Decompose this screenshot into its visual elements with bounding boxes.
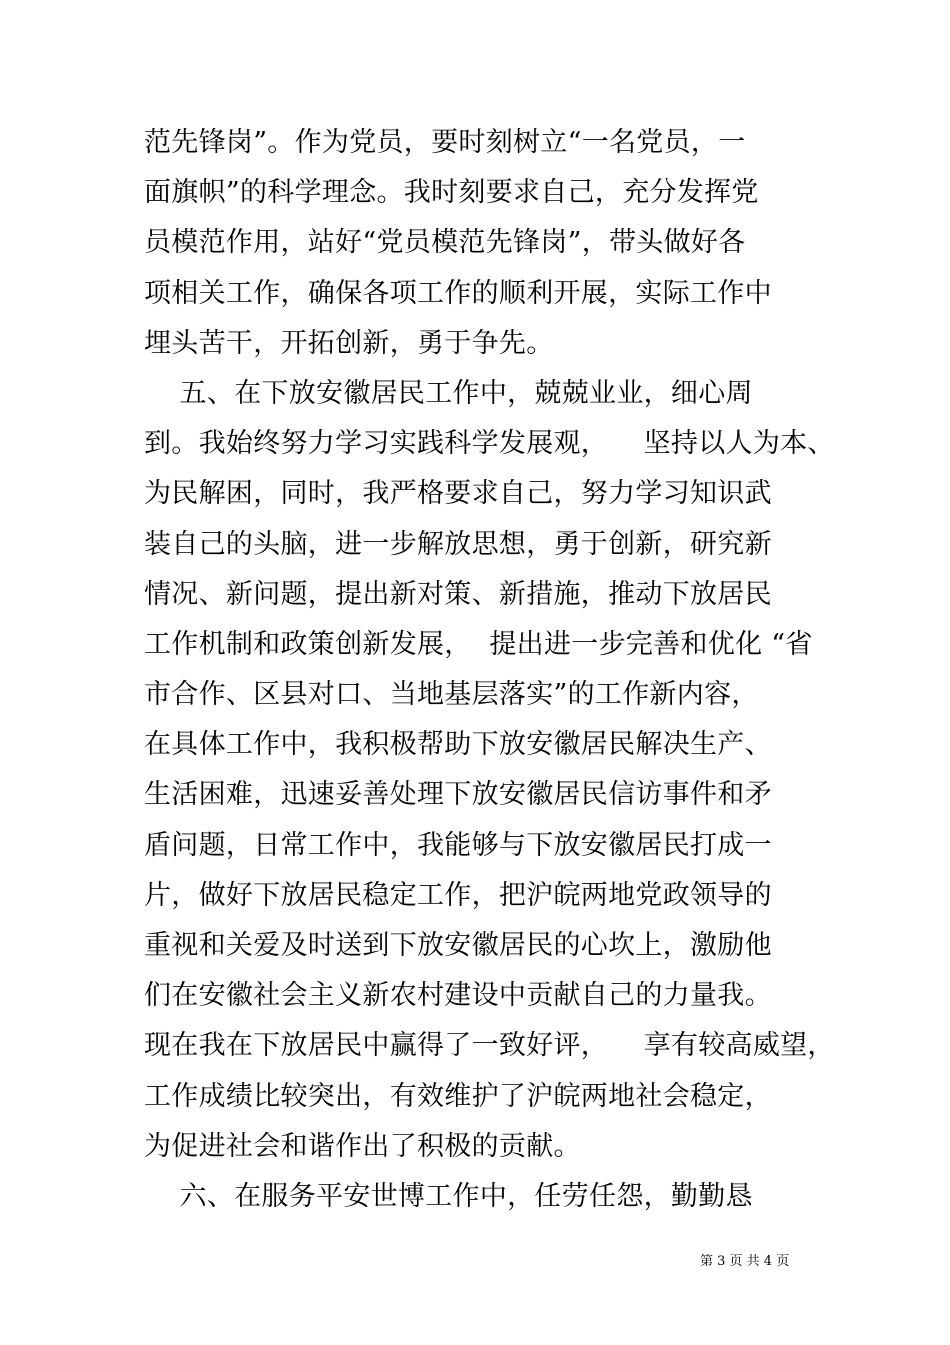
text-line: 盾问题，日常工作中，我能够与下放安徽居民打成一 [144, 829, 772, 861]
text-line: 现在我在下放居民中赢得了一致好评， 享有较高威望， [144, 1030, 835, 1062]
page-number: 第 3 页 共 4 页 [700, 1254, 790, 1269]
text-line: 为民解困，同时，我严格要求自己，努力学习知识武 [144, 478, 772, 510]
text-line: 埋头苦干，开拓创新，勇于争先。 [144, 327, 554, 359]
text-line: 装自己的头脑，进一步解放思想，勇于创新，研究新 [144, 528, 772, 560]
text-line: 情况、新问题，提出新对策、新措施，推动下放居民 [144, 578, 772, 610]
body-text [144, 118, 844, 1222]
text-line: 五、在下放安徽居民工作中，兢兢业业，细心周 [144, 377, 753, 409]
text-line: 在具体工作中，我积极帮助下放安徽居民解决生产、 [144, 729, 772, 761]
text-line: 项相关工作，确保各项工作的顺利开展，实际工作中 [144, 277, 772, 309]
text-line: 工作成绩比较突出，有效维护了沪皖两地社会稳定， [144, 1080, 772, 1112]
text-line: 片，做好下放居民稳定工作，把沪皖两地党政领导的 [144, 879, 772, 911]
text-line: 面旗帜”的科学理念。我时刻要求自己，充分发挥党 [144, 177, 759, 209]
text-line: 工作机制和政策创新发展， 提出进一步完善和优化 “省 [144, 628, 813, 660]
text-line: 市合作、区县对口、当地基层落实”的工作新内容， [144, 679, 759, 711]
text-line: 到。我始终努力学习实践科学发展观， 坚持以人为本、 [144, 428, 835, 460]
text-line: 为促进社会和谐作出了积极的贡献。 [144, 1130, 581, 1162]
text-line: 员模范作用，站好“党员模范先锋岗”，带头做好各 [144, 227, 746, 259]
text-line: 重视和关爱及时送到下放安徽居民的心坎上，激励他 [144, 930, 772, 961]
text-line: 们在安徽社会主义新农村建设中贡献自己的力量我。 [144, 980, 772, 1012]
text-line: 六、在服务平安世博工作中，任劳任怨，勤勤恳 [144, 1180, 753, 1212]
text-line: 范先锋岗”。作为党员，要时刻树立“一名党员，一 [144, 127, 746, 158]
text-line: 生活困难，迅速妥善处理下放安徽居民信访事件和矛 [144, 779, 772, 811]
